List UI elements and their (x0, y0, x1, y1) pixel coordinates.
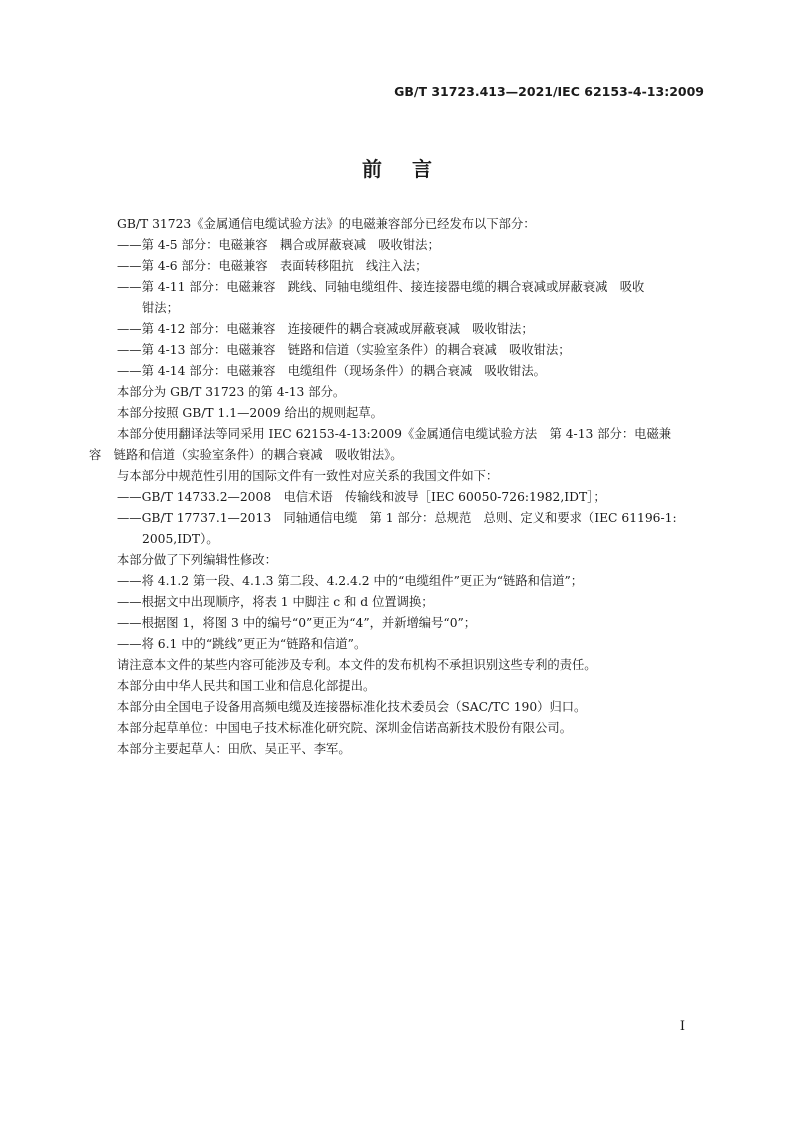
list-item-gbt-17737: ——GB/T 17737.1—2013 同轴通信电缆 第 1 部分：总规范 总则、定义和要求（IEC 61196-1: (117, 511, 677, 525)
paragraph-part-statement: 本部分为 GB/T 31723 的第 4-13 部分。 (117, 385, 346, 399)
paragraph-drafters: 本部分主要起草人：田欣、吴正平、李军。 (117, 742, 351, 756)
paragraph-adoption-continued: 容 链路和信道（实验室条件）的耦合衰减 吸收钳法》。 (89, 448, 403, 462)
list-item-part-4-6: ——第 4-6 部分：电磁兼容 表面转移阻抗 线注入法； (117, 259, 428, 273)
foreword-body (89, 214, 709, 760)
list-item-part-4-11: ——第 4-11 部分：电磁兼容 跳线、同轴电缆组件、接连接器电缆的耦合衰减或屏蔽衰减 吸收 (117, 280, 645, 294)
list-item-change-3: ——根据图 1，将图 3 中的编号“0”更正为“4”，并新增编号“0”； (117, 616, 477, 630)
list-item-part-4-12: ——第 4-12 部分：电磁兼容 连接硬件的耦合衰减或屏蔽衰减 吸收钳法； (117, 322, 534, 336)
paragraph-drafting-rules: 本部分按照 GB/T 1.1—2009 给出的规则起草。 (117, 406, 383, 420)
list-item-part-4-5: ——第 4-5 部分：电磁兼容 耦合或屏蔽衰减 吸收钳法； (117, 238, 440, 252)
paragraph-drafting-units: 本部分起草单位：中国电子技术标准化研究院、深圳金信诺高新技术股份有限公司。 (117, 721, 572, 735)
paragraph-adoption: 本部分使用翻译法等同采用 IEC 62153-4-13:2009《金属通信电缆试验方法 第 4-13 部分：电磁兼 (117, 427, 672, 441)
list-item-change-4: ——将 6.1 中的“跳线”更正为“链路和信道”。 (117, 637, 367, 651)
paragraph-proposed-by: 本部分由中华人民共和国工业和信息化部提出。 (117, 679, 376, 693)
list-item-part-4-14: ——第 4-14 部分：电磁兼容 电缆组件（现场条件）的耦合衰减 吸收钳法。 (117, 364, 546, 378)
paragraph-intro: GB/T 31723《金属通信电缆试验方法》的电磁兼容部分已经发布以下部分： (117, 217, 536, 231)
list-item-change-2: ——根据文中出现顺序，将表 1 中脚注 c 和 d 位置调换； (117, 595, 434, 609)
paragraph-patent-notice: 请注意本文件的某些内容可能涉及专利。本文件的发布机构不承担识别这些专利的责任。 (117, 658, 597, 672)
page-number: I (679, 1019, 685, 1034)
list-item-part-4-11-continued: 钳法； (142, 301, 179, 315)
list-item-gbt-17737-continued: 2005,IDT）。 (142, 532, 219, 546)
list-item-change-1: ——将 4.1.2 第一段、4.1.3 第二段、4.2.4.2 中的“电缆组件”更正为“链路和信道”； (117, 574, 584, 588)
list-item-gbt-14733: ——GB/T 14733.2—2008 电信术语 传输线和波导［IEC 60050-726:1982,IDT］； (117, 490, 606, 504)
paragraph-editorial-changes: 本部分做了下列编辑性修改： (117, 553, 277, 567)
standard-code-header: GB/T 31723.413—2021/IEC 62153-4-13:2009 (394, 84, 704, 99)
paragraph-normative-references: 与本部分中规范性引用的国际文件有一致性对应关系的我国文件如下： (117, 469, 499, 483)
paragraph-managed-by: 本部分由全国电子设备用高频电缆及连接器标准化技术委员会（SAC/TC 190）归口。 (117, 700, 587, 714)
list-item-part-4-13: ——第 4-13 部分：电磁兼容 链路和信道（实验室条件）的耦合衰减 吸收钳法； (117, 343, 571, 357)
page-title: 前言 (362, 157, 462, 181)
